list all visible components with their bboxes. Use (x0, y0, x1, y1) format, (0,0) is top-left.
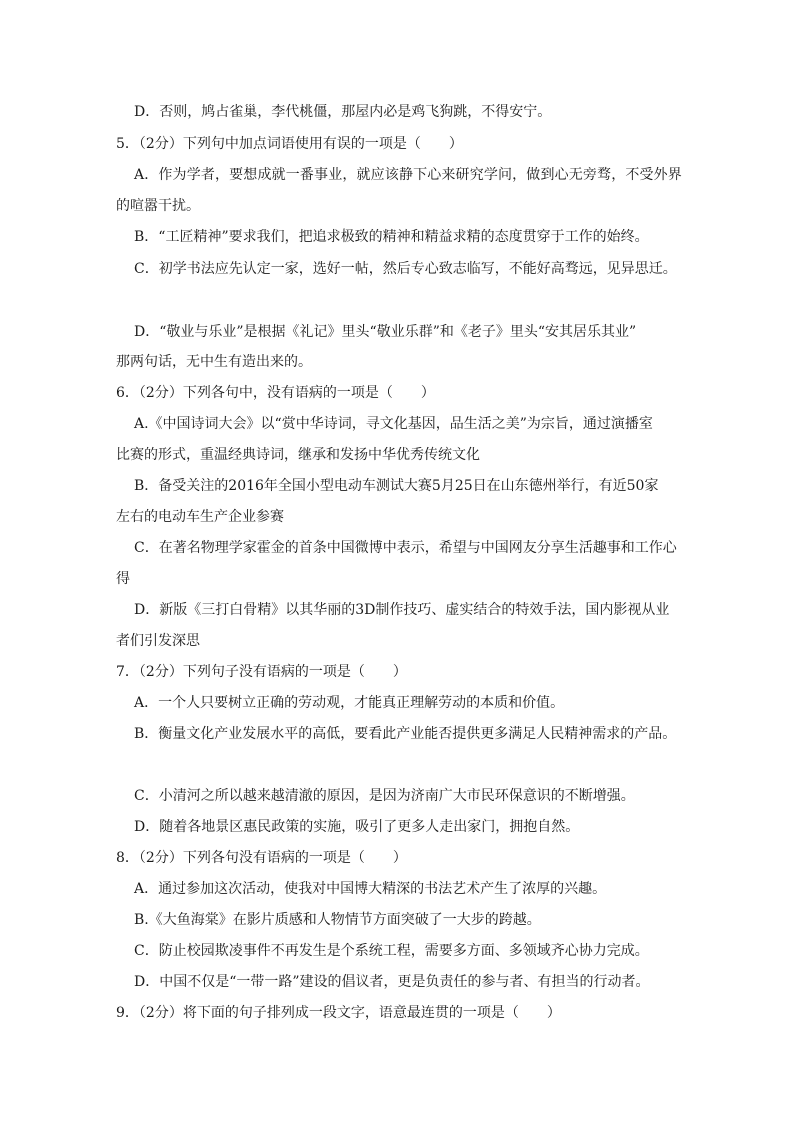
q6-option-d: D．新版《三打白骨精》以其华丽的3D制作技巧、虚实结合的特效手法，国内影视从业 (134, 602, 670, 618)
q8-option-c: C．防止校园欺凌事件不再发生是个系统工程，需要多方面、多领域齐心协力完成。 (134, 943, 649, 959)
q5-option-d: D．“敬业与乐业”是根据《礼记》里头“敬业乐群”和《老子》里头“安其居乐其业” (134, 324, 637, 340)
question-8-stem: 8．（2分）下列各句没有语病的一项是（ ） (116, 850, 407, 866)
q7-option-c: C．小清河之所以越来越清澈的原因，是因为济南广大市民环保意识的不断增强。 (134, 788, 635, 804)
q5-option-a-continued: 的喧嚣干扰。 (116, 198, 200, 214)
q4-option-d: D．否则，鸠占雀巢，李代桃僵，那屋内必是鸡飞狗跳，不得安宁。 (134, 104, 552, 120)
q5-option-d-continued: 那两句话，无中生有造出来的。 (116, 354, 312, 370)
q7-option-a: A．一个人只要树立正确的劳动观，才能真正理解劳动的本质和价值。 (134, 695, 565, 711)
q8-option-b: B.《大鱼海棠》在影片质感和人物情节方面突破了一大步的跨越。 (134, 912, 541, 928)
question-9-stem: 9．（2分）将下面的句子排列成一段文字，语意最连贯的一项是（ ） (116, 1005, 561, 1021)
q6-option-b-continued: 左右的电动车生产企业参赛 (116, 509, 284, 525)
q6-option-d-continued: 者们引发深思 (116, 633, 200, 649)
q6-option-a-continued: 比赛的形式，重温经典诗词，继承和发扬中华优秀传统文化 (116, 447, 480, 463)
q6-option-c: C．在著名物理学家霍金的首条中国微博中表示，希望与中国网友分享生活趣事和工作心 (134, 540, 677, 556)
q7-option-d: D．随着各地景区惠民政策的实施，吸引了更多人走出家门，拥抱自然。 (134, 819, 580, 835)
q8-option-a: A．通过参加这次活动，使我对中国博大精深的书法艺术产生了浓厚的兴趣。 (134, 881, 607, 897)
question-7-stem: 7．（2分）下列句子没有语病的一项是（ ） (116, 664, 407, 680)
q6-option-c-continued: 得 (116, 571, 130, 587)
question-5-stem: 5．（2分）下列句中加点词语使用有误的一项是（ ） (116, 136, 463, 152)
q7-option-b: B．衡量文化产业发展水平的高低，要看此产业能否提供更多满足人民精神需求的产品。 (134, 726, 677, 742)
question-6-stem: 6．（2分）下列各句中，没有语病的一项是（ ） (116, 385, 435, 401)
q5-option-c: C．初学书法应先认定一家，选好一帖，然后专心致志临写，不能好高骛远，见异思迁。 (134, 261, 677, 277)
q8-option-d: D．中国不仅是“一带一路”建设的倡议者，更是负责任的参与者、有担当的行动者。 (134, 974, 650, 990)
q6-option-b: B．备受关注的2016年全国小型电动车测试大赛5月25日在山东德州举行，有近50家 (134, 478, 659, 494)
q5-option-b: B．“工匠精神”要求我们，把追求极致的精神和精益求精的态度贯穿于工作的始终。 (134, 229, 649, 245)
q5-option-a: A．作为学者，要想成就一番事业，就应该静下心来研究学问，做到心无旁骛，不受外界 (134, 167, 682, 183)
q6-option-a: A.《中国诗词大会》以“赏中华诗词，寻文化基因，品生活之美”为宗旨，通过演播室 (134, 416, 653, 432)
